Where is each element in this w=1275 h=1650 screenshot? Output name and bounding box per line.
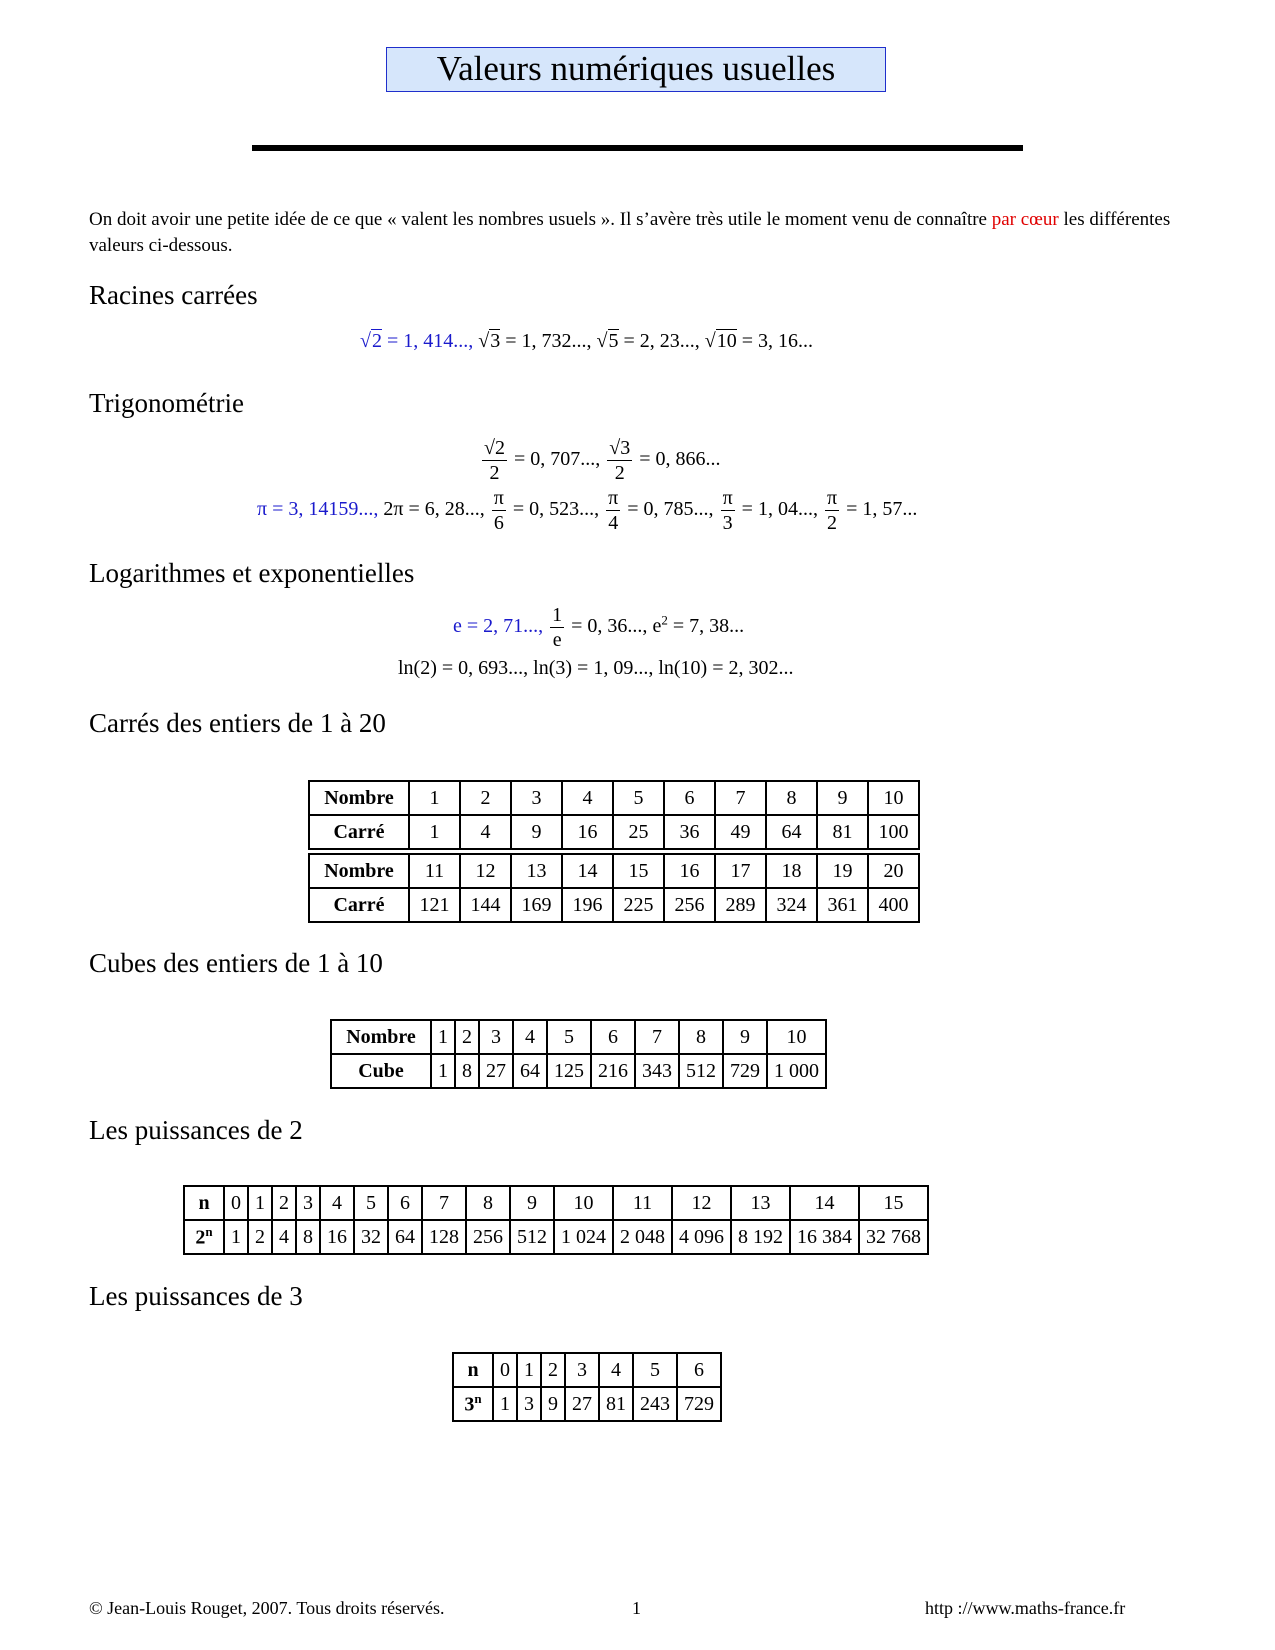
table-cell: 289 (715, 888, 766, 922)
table-cell: 9 (541, 1387, 565, 1421)
table-cell: 15 (859, 1186, 928, 1220)
table-cell: 10 (868, 781, 919, 815)
table-cell: 9 (723, 1020, 767, 1054)
table-cell: 4 096 (672, 1220, 731, 1254)
table-cell: 100 (868, 815, 919, 849)
table-cell: 6 (591, 1020, 635, 1054)
e-squared: $e^2 = 7$, 38... (652, 612, 745, 638)
table-cell: 729 (723, 1054, 767, 1088)
section-cubes-title: Cubes des entiers de 1 à 10 (89, 948, 383, 978)
table-cell: 125 (547, 1054, 591, 1088)
table-cell: 3 (565, 1353, 599, 1387)
intro-text-before: On doit avoir une petite idée de ce que « valent les nombres usuels ». Il s’avère très utile le moment venu de connaître (89, 209, 992, 230)
section-pow2-title: Les puissances de 2 (89, 1115, 303, 1145)
sqrt5-expr: √5 = 2, 23..., (596, 330, 700, 352)
table-cell: 5 (613, 781, 664, 815)
table-cell: 19 (817, 854, 868, 888)
table-row (331, 1054, 826, 1088)
footer-url: http ://www.maths-france.fr (925, 1598, 1126, 1618)
frac-sqrt3-2: $\frac{√3}{2}$ (609, 437, 631, 484)
table-row (309, 854, 919, 888)
table-cell: 400 (868, 888, 919, 922)
row-label: Nombre (309, 854, 409, 888)
frac-pi-3: $\frac{\pi}{3}$ (722, 487, 733, 534)
sqrt10-expr: √10 = 3, 16... (704, 330, 814, 352)
table-cell: 15 (613, 854, 664, 888)
table-cell: 1 (431, 1020, 455, 1054)
table-cell: 12 (672, 1186, 731, 1220)
table-cell: 6 (388, 1186, 422, 1220)
table-cell: 1 (431, 1054, 455, 1088)
intro-paragraph (89, 207, 1189, 259)
trigo-formula-line2: π = 3, 14159..., 2π = 6, 28..., $\frac{\pi}{6}$ = 0, 523..., $\frac{\pi}{4}$ = 0, 785..., $\frac{\pi}{3}$ = 1, 04..., $\frac{\pi}{2}$ = 1, 57... (257, 487, 918, 534)
table-cell: 12 (460, 854, 511, 888)
row-label: 2$^n$ (184, 1220, 224, 1254)
table-cell: 2 (460, 781, 511, 815)
table-cell: 169 (511, 888, 562, 922)
table-cell: 10 (554, 1186, 613, 1220)
table-cell: 81 (599, 1387, 633, 1421)
row-label: Carré (309, 888, 409, 922)
table-row (453, 1353, 721, 1387)
table-cell: 2 (248, 1220, 272, 1254)
log-formula-line2: ln(2) = 0, 693..., ln(3) = 1, 09..., ln(10) = 2, 302... (398, 657, 794, 679)
table-cell: 2 (455, 1020, 479, 1054)
table-cell: 144 (460, 888, 511, 922)
table-cell: 4 (320, 1186, 354, 1220)
table-cell: 324 (766, 888, 817, 922)
table-cell: 16 (562, 815, 613, 849)
row-label: Nombre (331, 1020, 431, 1054)
table-cell: 4 (513, 1020, 547, 1054)
frac-pi-6: $\frac{\pi}{6}$ (493, 487, 504, 534)
table-cell: 13 (731, 1186, 790, 1220)
table-row (184, 1186, 928, 1220)
table-cell: 27 (565, 1387, 599, 1421)
table-cell: 256 (466, 1220, 510, 1254)
table-cell: 5 (354, 1186, 388, 1220)
table-cell: 49 (715, 815, 766, 849)
section-carres-title: Carrés des entiers de 1 à 20 (89, 708, 386, 738)
table-cell: 36 (664, 815, 715, 849)
table-row (453, 1387, 721, 1421)
table-cell: 512 (510, 1220, 554, 1254)
table-cell: 7 (715, 781, 766, 815)
trigo-formula-line1: $\frac{√2}{2}$ = 0, 707..., $\frac{√3}{2}$ = 0, 866... (484, 437, 721, 484)
table-cell: 1 (409, 781, 460, 815)
table-cell: 11 (613, 1186, 672, 1220)
table-cell: 6 (664, 781, 715, 815)
row-label: n (453, 1353, 493, 1387)
section-pow3-title: Les puissances de 3 (89, 1281, 303, 1311)
table-cell: 256 (664, 888, 715, 922)
table-cell: 512 (679, 1054, 723, 1088)
table-cell: 1 024 (554, 1220, 613, 1254)
table-cell: 9 (511, 815, 562, 849)
table-cell: 4 (599, 1353, 633, 1387)
table-cell: 27 (479, 1054, 513, 1088)
table-cell: 2 (272, 1186, 296, 1220)
powers-of-2-table (183, 1185, 929, 1255)
section-trigo-title: Trigonométrie (89, 388, 244, 418)
squares-table-1 (308, 780, 920, 850)
table-cell: 128 (422, 1220, 466, 1254)
table-cell: 1 (517, 1353, 541, 1387)
table-cell: 10 (767, 1020, 826, 1054)
table-row (331, 1020, 826, 1054)
row-label: Nombre (309, 781, 409, 815)
frac-1-e: $\frac{1}{e}$ (552, 604, 563, 651)
table-cell: 16 384 (790, 1220, 859, 1254)
table-cell: 7 (422, 1186, 466, 1220)
footer-page-number: 1 (632, 1598, 641, 1618)
table-row (309, 888, 919, 922)
frac-pi-2: $\frac{\pi}{2}$ (826, 487, 838, 534)
table-cell: 64 (766, 815, 817, 849)
table-cell: 8 (296, 1220, 320, 1254)
row-label: 3$^n$ (453, 1387, 493, 1421)
sqrt2-expr: √2 = 1, 414..., (360, 330, 474, 352)
table-cell: 729 (677, 1387, 721, 1421)
table-cell: 1 (248, 1186, 272, 1220)
table-cell: 20 (868, 854, 919, 888)
title-rule (252, 145, 1023, 151)
table-cell: 4 (272, 1220, 296, 1254)
page-title: Valeurs numériques usuelles (386, 47, 886, 92)
table-cell: 343 (635, 1054, 679, 1088)
table-cell: 14 (790, 1186, 859, 1220)
table-cell: 64 (388, 1220, 422, 1254)
table-cell: 32 (354, 1220, 388, 1254)
table-cell: 7 (635, 1020, 679, 1054)
table-cell: 225 (613, 888, 664, 922)
table-cell: 1 (409, 815, 460, 849)
table-cell: 0 (493, 1353, 517, 1387)
intro-highlight: par cœur (991, 209, 1059, 230)
e-value: e = 2, 71..., (453, 615, 544, 638)
table-cell: 14 (562, 854, 613, 888)
table-cell: 216 (591, 1054, 635, 1088)
footer-copyright: © Jean-Louis Rouget, 2007. Tous droits réservés. (89, 1598, 445, 1618)
log-formula-line1: e = 2, 71..., $\frac{1}{e}$ = 0, 36..., $e^2 = 7$, 38... (453, 604, 745, 651)
table-cell: 81 (817, 815, 868, 849)
row-label: Cube (331, 1054, 431, 1088)
table-cell: 8 192 (731, 1220, 790, 1254)
section-log-title: Logarithmes et exponentielles (89, 558, 415, 588)
intro-text-after: les différentes valeurs ci-dessous. (89, 209, 1171, 256)
table-cell: 8 (766, 781, 817, 815)
squares-table-2 (308, 853, 920, 923)
table-cell: 64 (513, 1054, 547, 1088)
table-cell: 1 000 (767, 1054, 826, 1088)
table-cell: 16 (664, 854, 715, 888)
table-cell: 3 (296, 1186, 320, 1220)
table-row (309, 781, 919, 815)
table-cell: 243 (633, 1387, 677, 1421)
section-racines-title: Racines carrées (89, 280, 258, 310)
table-cell: 3 (479, 1020, 513, 1054)
pi-value: π = 3, 14159..., (257, 498, 379, 521)
powers-of-3-table (452, 1352, 722, 1422)
table-cell: 25 (613, 815, 664, 849)
row-label: n (184, 1186, 224, 1220)
table-cell: 4 (460, 815, 511, 849)
table-cell: 1 (493, 1387, 517, 1421)
table-cell: 361 (817, 888, 868, 922)
table-cell: 6 (677, 1353, 721, 1387)
row-label: Carré (309, 815, 409, 849)
table-cell: 196 (562, 888, 613, 922)
table-cell: 11 (409, 854, 460, 888)
table-cell: 3 (517, 1387, 541, 1421)
table-cell: 8 (466, 1186, 510, 1220)
table-cell: 5 (633, 1353, 677, 1387)
table-cell: 9 (817, 781, 868, 815)
table-cell: 32 768 (859, 1220, 928, 1254)
frac-sqrt2-2: $\frac{√2}{2}$ (484, 437, 505, 484)
table-cell: 8 (679, 1020, 723, 1054)
table-cell: 3 (511, 781, 562, 815)
table-cell: 1 (224, 1220, 248, 1254)
table-cell: 2 048 (613, 1220, 672, 1254)
table-cell: 13 (511, 854, 562, 888)
table-cell: 121 (409, 888, 460, 922)
table-cell: 9 (510, 1186, 554, 1220)
table-cell: 16 (320, 1220, 354, 1254)
table-cell: 0 (224, 1186, 248, 1220)
racines-formula (360, 330, 813, 353)
two-pi-value: 2π = 6, 28..., (378, 498, 485, 521)
table-cell: 2 (541, 1353, 565, 1387)
cubes-table (330, 1019, 827, 1089)
table-row (309, 815, 919, 849)
table-cell: 8 (455, 1054, 479, 1088)
table-cell: 17 (715, 854, 766, 888)
table-row (184, 1220, 928, 1254)
table-cell: 5 (547, 1020, 591, 1054)
table-cell: 4 (562, 781, 613, 815)
frac-pi-4: $\frac{\pi}{4}$ (608, 487, 619, 534)
table-cell: 18 (766, 854, 817, 888)
sqrt3-expr: √3 = 1, 732..., (478, 330, 592, 352)
